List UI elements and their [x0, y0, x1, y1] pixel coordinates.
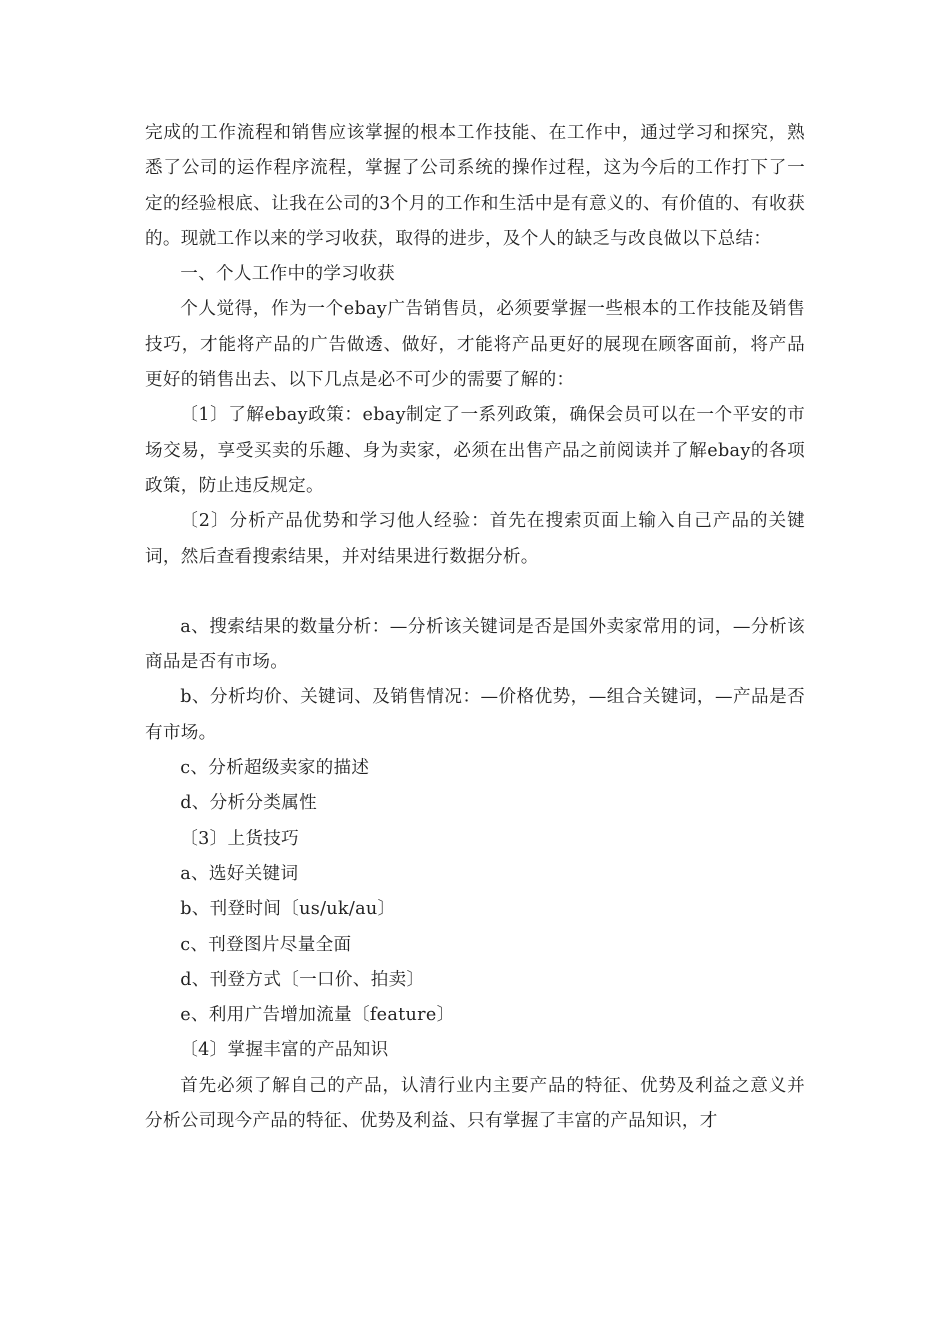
- list-item-b-time: b、刊登时间〔us/uk/au〕: [180, 899, 396, 920]
- list-item-c-seller: c、分析超级卖家的描述: [180, 758, 370, 779]
- paragraph-product-knowledge: 首先必须了解自己的产品，认清行业内主要产品的特征、优势及利益之意义并分析公司现今产品的特征、优势及利益、只有掌握了丰富的产品知识，才: [145, 1075, 805, 1132]
- list-item-c-images: c、刊登图片尽量全面: [180, 934, 352, 955]
- list-item-b-price: b、分析均价、关键词、及销售情况：—价格优势，—组合关键词，—产品是否有市场。: [145, 687, 805, 743]
- document-body: [145, 116, 805, 1139]
- list-item-a-keyword: a、选好关键词: [180, 863, 299, 884]
- list-item-d-category: d、分析分类属性: [180, 793, 318, 814]
- list-item-d-method: d、刊登方式〔一口价、拍卖〕: [180, 969, 425, 990]
- paragraph-policy: 〔1〕了解ebay政策：ebay制定了一系列政策，确保会员可以在一个平安的市场交易，享受买卖的乐趣、身为卖家，必须在出售产品之前阅读并了解ebay的各项政策，防止违反规定。: [145, 405, 805, 496]
- paragraph-skills: 个人觉得，作为一个ebay广告销售员，必须要掌握一些根本的工作技能及销售技巧，才能将产品的广告做透、做好，才能将产品更好的展现在顾客面前，将产品更好的销售出去、以下几点是必不可少的需要了解的：: [145, 299, 805, 391]
- paragraph-intro: 完成的工作流程和销售应该掌握的根本工作技能、在工作中，通过学习和探究，熟悉了公司的运作程序流程，掌握了公司系统的操作过程，这为今后的工作打下了一定的经验根底、让我在公司的3个月的工作和生活中是有意义的、有价值的、有收获的。现就工作以来的学习收获，取得的进步，及个人的缺乏与改良做以下总结：: [145, 123, 805, 249]
- list-item-a-search: a、搜索结果的数量分析：—分析该关键词是否是国外卖家常用的词，—分析该商品是否有市场。: [145, 616, 805, 673]
- blank-line: [145, 575, 805, 610]
- section-heading-learning: 一、个人工作中的学习收获: [180, 264, 395, 285]
- list-item-e-feature: e、利用广告增加流量〔feature〕: [180, 1005, 455, 1026]
- subheading-product-knowledge: 〔4〕掌握丰富的产品知识: [180, 1040, 389, 1061]
- paragraph-analysis: 〔2〕分析产品优势和学习他人经验：首先在搜索页面上输入自己产品的关键词，然后查看搜索结果，并对结果进行数据分析。: [145, 511, 805, 567]
- subheading-listing-tips: 〔3〕上货技巧: [180, 828, 300, 849]
